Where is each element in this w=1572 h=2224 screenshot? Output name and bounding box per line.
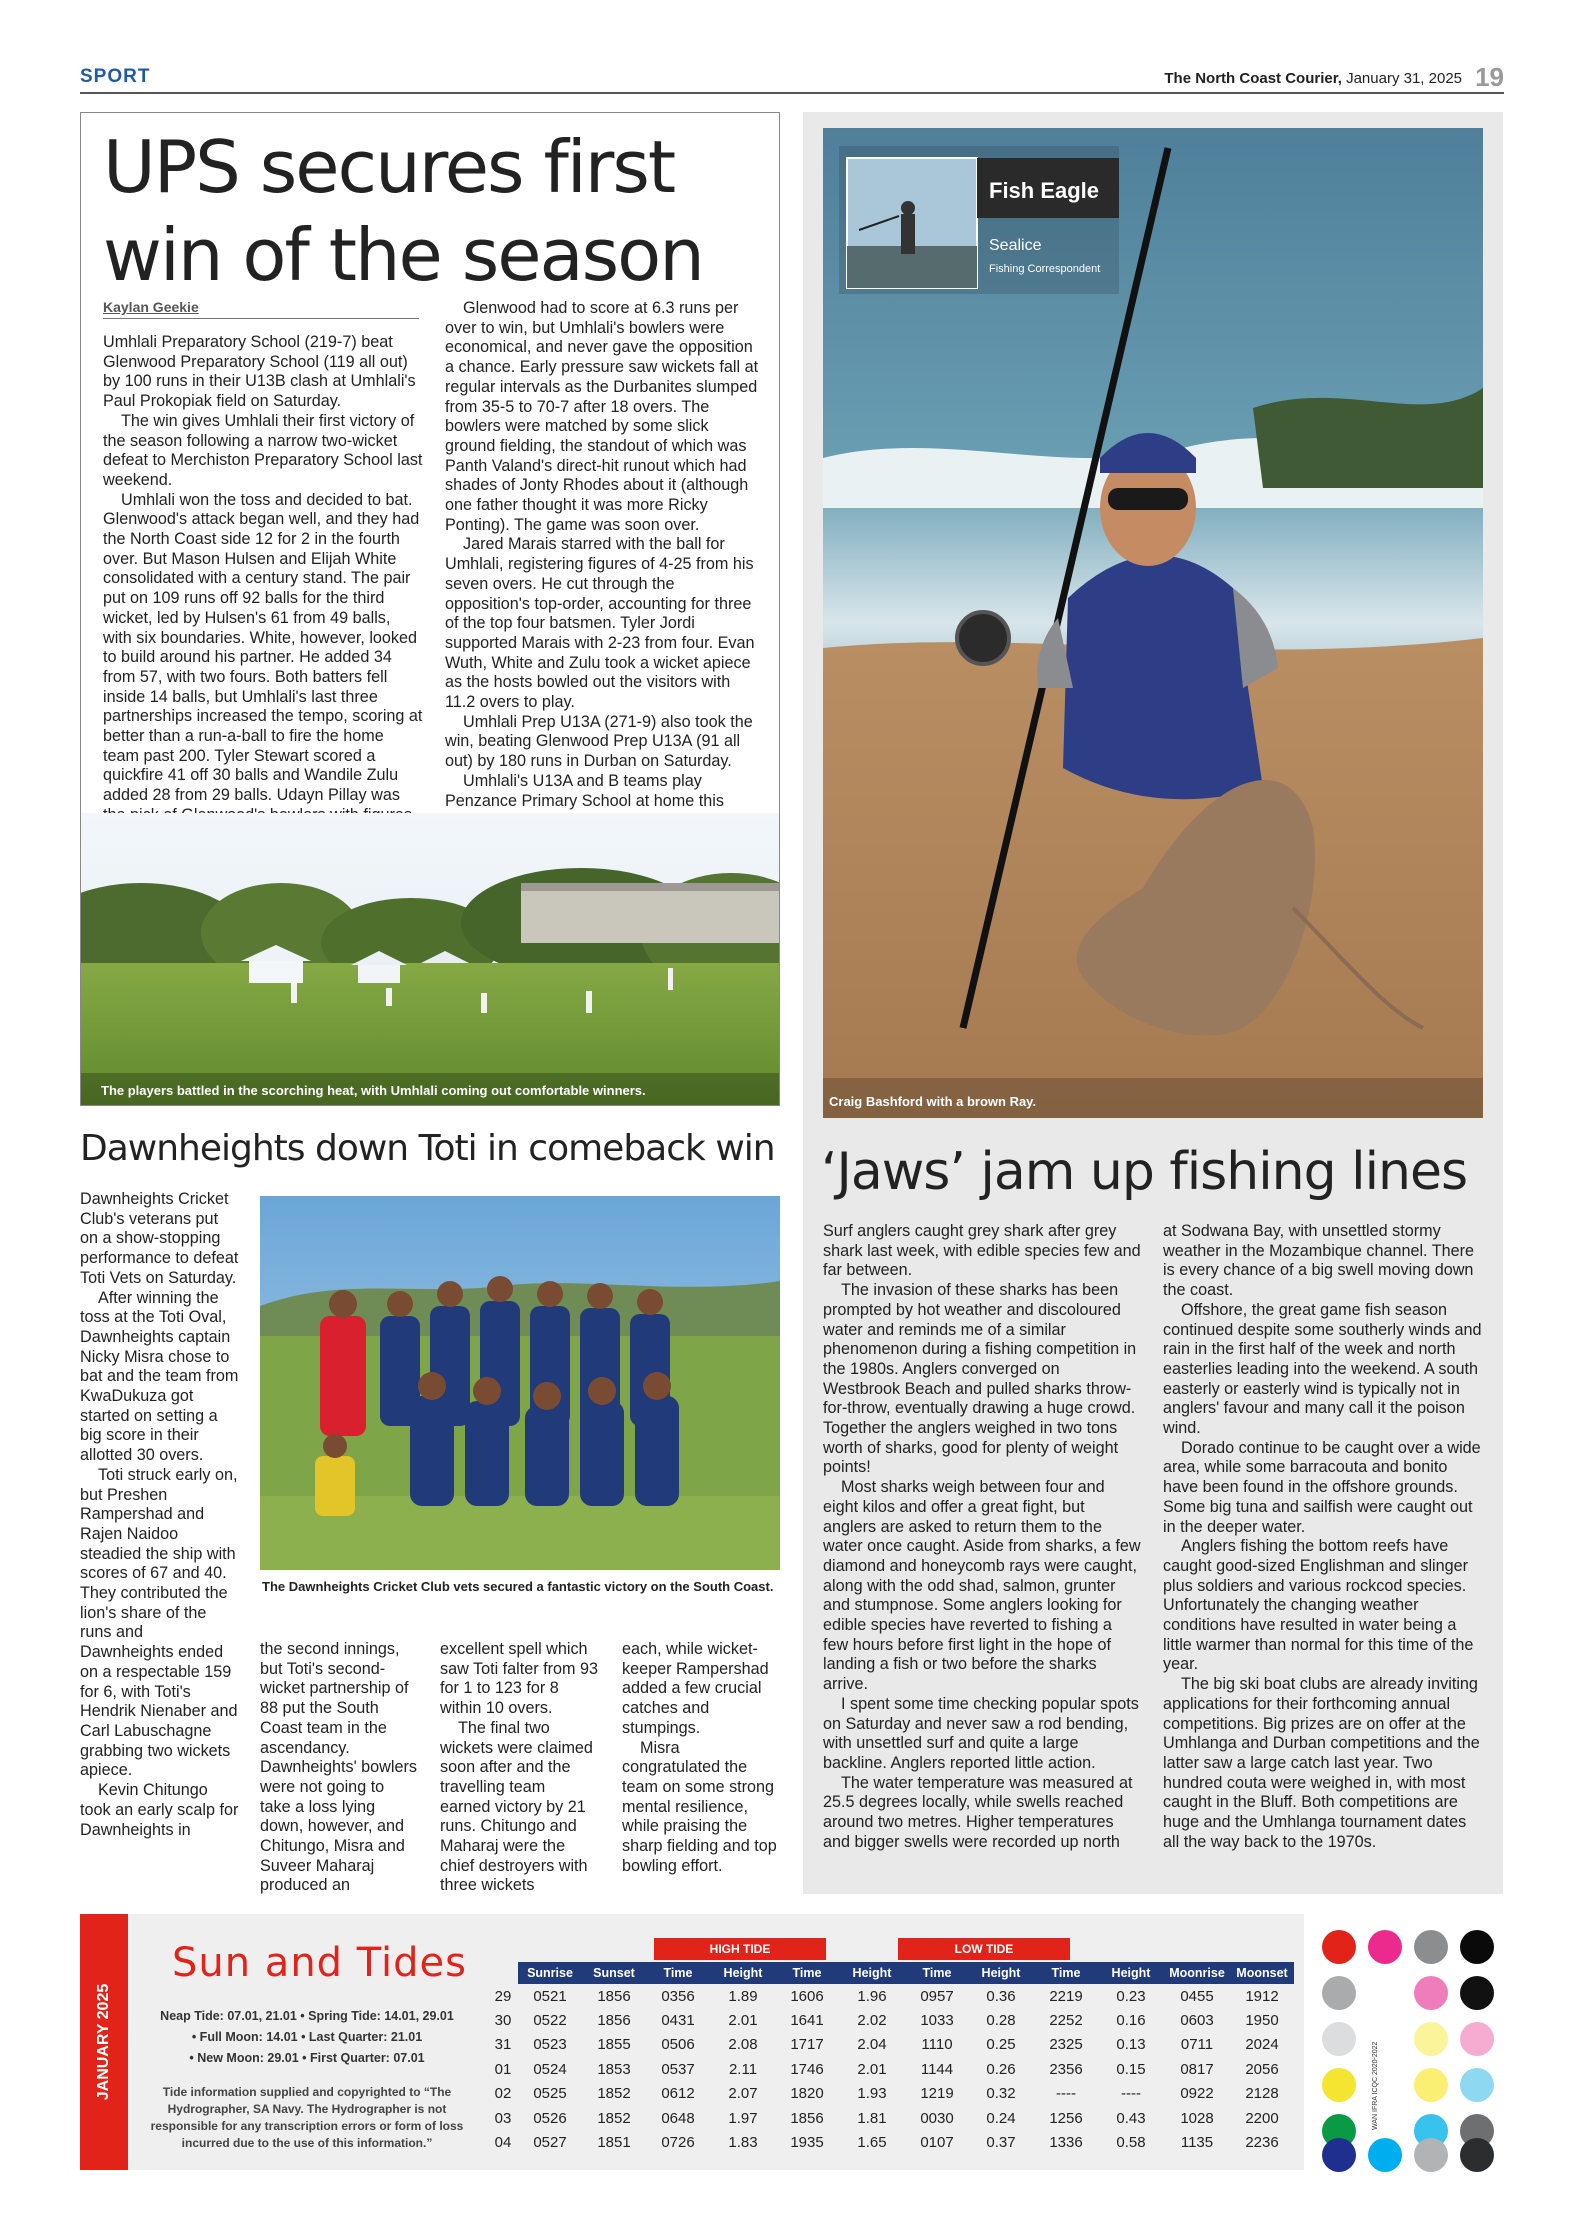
column-header: Height bbox=[968, 1962, 1034, 1984]
swatch bbox=[1322, 2068, 1356, 2102]
tide-cell: 0.15 bbox=[1116, 2060, 1146, 2078]
tide-cell: 1.96 bbox=[857, 1987, 887, 2005]
paragraph: After winning the toss at the Toti Oval, Dawnheights captain Nicky Misra chose to bat and the team from KwaDukuza got started on setting a big score in their allotted 30 overs. bbox=[80, 1288, 239, 1465]
swatch bbox=[1460, 2068, 1494, 2102]
tide-cell: 0526 bbox=[533, 2109, 567, 2127]
tide-cell: 0.43 bbox=[1116, 2109, 1146, 2127]
tide-cell: 0726 bbox=[661, 2134, 695, 2152]
tide-cell: 0030 bbox=[920, 2109, 954, 2127]
tide-row bbox=[488, 2008, 1294, 2032]
tide-cell: 2325 bbox=[1049, 2036, 1083, 2054]
tides-phases bbox=[142, 2006, 472, 2069]
columnist-panel bbox=[839, 146, 1119, 294]
page-number: 19 bbox=[1475, 62, 1504, 92]
tides-title: Sun and Tides bbox=[172, 1940, 467, 1986]
tide-cell: 2.02 bbox=[857, 2012, 887, 2030]
tide-cell: 0648 bbox=[661, 2109, 695, 2127]
paragraph: the second innings, but Toti's second-wicket partnership of 88 put the South Coast team in the ascendancy. Dawnheights' bowlers were not going to take a loss lying down, however, and Chitungo, Misra and Suveer Maharaj produced an bbox=[260, 1640, 417, 1895]
tide-cell: 1950 bbox=[1245, 2012, 1279, 2030]
tide-cell: 1336 bbox=[1049, 2134, 1083, 2152]
tide-cell: 1855 bbox=[597, 2036, 631, 2054]
byline: Kaylan Geekie bbox=[103, 299, 199, 315]
paragraph: Dawnheights Cricket Club's veterans put on a show-stopping performance to defeat Toti Vets on Saturday. bbox=[80, 1190, 239, 1287]
angler-photo-caption: Craig Bashford with a brown Ray. bbox=[829, 1094, 1037, 1109]
tide-cell: 02 bbox=[494, 2085, 512, 2103]
column-header: Time bbox=[906, 1962, 968, 1984]
tide-cell: 0.24 bbox=[986, 2109, 1016, 2127]
high-tide-label: HIGH TIDE bbox=[654, 1938, 826, 1960]
tide-cell: 0.26 bbox=[986, 2060, 1016, 2078]
byline-rule bbox=[103, 318, 419, 319]
tide-cell: 1.65 bbox=[857, 2134, 887, 2152]
paragraph: Umhlali won the toss and decided to bat. Glenwood's attack began well, and they had the North Coast side 12 for 2 in the fourth over. But Mason Hulsen and Elijah White consolidated with a century stand. The pair put on 109 runs off 92 balls for the third wicket, led by Hulsen's 61 from 49 balls, with six boundaries. White, however, looked to build around his partner. He added 34 from 57, with two fours. Both batters fell inside 14 balls, but Umhlali's last three partnerships increased the tempo, scoring at better than a run-a-ball to fire the home team past 200. Tyler Stewart scored a quickfire 41 off 30 balls and Wandile Zulu added 28 from 29 balls. Udayn Pillay was bbox=[103, 490, 423, 805]
tide-cell: 0525 bbox=[533, 2085, 567, 2103]
tide-row bbox=[488, 2106, 1294, 2130]
tide-cell: 2128 bbox=[1245, 2085, 1279, 2103]
paragraph: The invasion of these sharks has been prompted by hot weather and discoloured water and reminds me of a similar phenomenon during a fishing competition in the 1980s. Anglers converged on Westbrook Beach and pulled sharks throw-for-throw, eventually drawing a huge crowd. Together the anglers weighed in two tons worth of sharks, good for plenty of weight points! bbox=[823, 1281, 1137, 1477]
headline-jaws: ‘Jaws’ jam up fishing lines bbox=[821, 1142, 1468, 1202]
tide-cell: 31 bbox=[494, 2036, 512, 2054]
tides-phase-line: Neap Tide: 07.01, 21.01 • Spring Tide: 14.01, 29.01 bbox=[160, 2009, 454, 2023]
tide-cell: 0603 bbox=[1180, 2012, 1214, 2030]
tide-row bbox=[488, 2057, 1294, 2081]
dawnheights-column-2 bbox=[260, 1640, 418, 1896]
paragraph: excellent spell which saw Toti falter from 93 for 1 to 123 for 8 within 10 overs. bbox=[440, 1640, 599, 1718]
tide-cell: 1746 bbox=[790, 2060, 824, 2078]
swatch bbox=[1414, 2068, 1448, 2102]
section-label: SPORT bbox=[80, 66, 151, 87]
column-header: Height bbox=[838, 1962, 906, 1984]
tide-cell: 03 bbox=[494, 2109, 512, 2127]
tide-cell: 2024 bbox=[1245, 2036, 1279, 2054]
paragraph: The big ski boat clubs are already inviting applications for their forthcoming annual competitions. Big prizes are on offer at the Umhlanga and Durban competitions and the latter saw a large catch last year. Two hundred couta were weighed in, with most caught in the Bluff. Both competitions are huge and the Umhlanga tournament dates all the way back to the 1970s. bbox=[1163, 1675, 1480, 1851]
columnist-box bbox=[839, 146, 1119, 294]
column-header: Time bbox=[646, 1962, 710, 1984]
tide-cell: 2.01 bbox=[728, 2012, 758, 2030]
dawnheights-column-3 bbox=[440, 1640, 600, 1896]
paragraph: The water temperature was measured at 25.5 degrees locally, while swells reached around two metres. Higher temperatures and bigger swells were recorded up north bbox=[823, 1773, 1133, 1851]
jaws-column-2 bbox=[1163, 1222, 1483, 1853]
dawnheights-column-1 bbox=[80, 1190, 240, 1840]
swatch bbox=[1460, 2022, 1494, 2056]
swatch bbox=[1414, 1976, 1448, 2010]
print-colour-swatches bbox=[1322, 1930, 1502, 2160]
tide-cell: 0455 bbox=[1180, 1987, 1214, 2005]
paragraph: Surf anglers caught grey shark after grey shark last week, with edible species few and far between. bbox=[823, 1222, 1141, 1280]
tide-cell: 0817 bbox=[1180, 2060, 1214, 2078]
tide-cell: 1820 bbox=[790, 2085, 824, 2103]
tide-cell: 2.04 bbox=[857, 2036, 887, 2054]
tide-cell: 1851 bbox=[597, 2134, 631, 2152]
tides-header-row bbox=[488, 1962, 1294, 1984]
tide-cell: 1219 bbox=[920, 2085, 954, 2103]
swatch bbox=[1368, 2138, 1402, 2172]
tide-cell: 1853 bbox=[597, 2060, 631, 2078]
cricket-field-illustration bbox=[81, 813, 780, 1106]
paragraph: Umhlali's U13A and B teams play Penzance Primary School at home this bbox=[445, 771, 724, 810]
team-photo-illustration bbox=[260, 1196, 780, 1570]
paragraph: Jared Marais starred with the ball for Umhlali, registering figures of 4-25 from his seven overs. He cut through the opposition's top-order, accounting for three of the top four batsmen. Tyler Jordi supported Marais with 2-23 from four. Evan Wuth, White and Zulu took a wicket apiece as the hosts bowled out the visitors with 11.2 overs to play. bbox=[445, 535, 755, 712]
paragraph: Dorado continue to be caught over a wide area, while some barracouta and bonito have been found in the offshore grounds. Some big tuna and sailfish were caught out in the deeper water. bbox=[1163, 1438, 1481, 1536]
tide-cell: 1856 bbox=[790, 2109, 824, 2127]
tide-cell: 2356 bbox=[1049, 2060, 1083, 2078]
paragraph: at Sodwana Bay, with unsettled stormy weather in the Mozambique channel. There is every chance of a big swell moving down the coast. bbox=[1163, 1222, 1475, 1300]
column-header: Height bbox=[1098, 1962, 1164, 1984]
sun-and-tides-panel bbox=[80, 1914, 1304, 2170]
tides-month-strip bbox=[80, 1914, 128, 2170]
tide-cell: 1033 bbox=[920, 2012, 954, 2030]
swatch-bottom-row bbox=[1322, 2138, 1502, 2178]
tide-cell: 0107 bbox=[920, 2134, 954, 2152]
tide-cell: 2.11 bbox=[728, 2060, 758, 2078]
swatch bbox=[1414, 1930, 1448, 1964]
tide-row bbox=[488, 2033, 1294, 2057]
columnist-role: Fishing Correspondent bbox=[989, 263, 1101, 275]
swatch bbox=[1322, 2138, 1356, 2172]
low-tide-label: LOW TIDE bbox=[898, 1938, 1070, 1960]
issue-date: January 31, 2025 bbox=[1346, 70, 1462, 87]
paragraph: Anglers fishing the bottom reefs have caught good-sized Englishman and slinger plus soldiers and various rockcod species. Unfortunately the changing weather conditions have resulted in water being a little warmer than normal for this time of the year. bbox=[1163, 1537, 1474, 1674]
tide-cell: 1028 bbox=[1180, 2109, 1214, 2127]
tide-cell: 0.25 bbox=[986, 2036, 1016, 2054]
column-header: Moonrise bbox=[1164, 1962, 1230, 1984]
swatch bbox=[1322, 1976, 1356, 2010]
tide-cell: 2219 bbox=[1049, 1987, 1083, 2005]
swatch bbox=[1460, 1976, 1494, 2010]
tide-cell: 1110 bbox=[921, 2036, 953, 2054]
tide-cell: ---- bbox=[1056, 2085, 1076, 2103]
tide-cell: 2200 bbox=[1245, 2109, 1279, 2127]
paragraph: Kevin Chitungo took an early scalp for Dawnheights in bbox=[80, 1781, 239, 1839]
paragraph: Toti struck early on, but Preshen Rampershad and Rajen Naidoo steadied the ship with scores of 67 and 40. They contributed the lion's share of the runs and Dawnheights ended on a respectable 159 for 6, with Toti's Hendrik Nienaber and Carl Labuschagne grabbing two wickets apiece. bbox=[80, 1465, 238, 1780]
tide-cell: 2.07 bbox=[728, 2085, 758, 2103]
tide-cell: 1135 bbox=[1180, 2134, 1214, 2152]
tide-cell: 30 bbox=[494, 2012, 512, 2030]
jaws-column-1 bbox=[823, 1222, 1141, 1853]
column-header: Height bbox=[710, 1962, 776, 1984]
tide-cell: 0.32 bbox=[986, 2085, 1016, 2103]
tide-cell: 0431 bbox=[661, 2012, 695, 2030]
tide-cell: 1856 bbox=[597, 2012, 631, 2030]
paragraph: Most sharks weigh between four and eight kilos and offer a great fight, but anglers are asked to return them to the water once caught. Aside from sharks, a few diamond and honeycomb rays were caught, along with the odd shad, salmon, grunter and stumpnose. Some anglers looking for edible species have reverted to fishing a few hours before first light in the hope of landing a fish or two before the sharks arrive. bbox=[823, 1478, 1141, 1694]
tide-cell: 0521 bbox=[533, 1987, 567, 2005]
tide-cell: 0.13 bbox=[1116, 2036, 1146, 2054]
paragraph: Umhlali Prep U13A (271-9) also took the win, beating Glenwood Prep U13A (91 all out) by 180 runs in Durban on Saturday. bbox=[445, 712, 753, 771]
dawnheights-column-4 bbox=[622, 1640, 782, 1876]
tide-cell: 1852 bbox=[597, 2085, 631, 2103]
tide-cell: 1.93 bbox=[857, 2085, 887, 2103]
story-fishing bbox=[803, 112, 1503, 1894]
tide-cell: 0527 bbox=[533, 2134, 567, 2152]
tide-row bbox=[488, 2130, 1294, 2154]
column-header: Moonset bbox=[1230, 1962, 1294, 1984]
story-ups-cricket bbox=[80, 112, 780, 1106]
column-name: Fish Eagle bbox=[989, 178, 1100, 203]
tide-cell: 2236 bbox=[1245, 2134, 1279, 2152]
ups-column-1 bbox=[103, 333, 423, 845]
ups-photo-caption: The players battled in the scorching heat, with Umhlali coming out comfortable winners. bbox=[101, 1083, 646, 1098]
tide-cell: 0.23 bbox=[1116, 1987, 1146, 2005]
tide-cell: 0356 bbox=[661, 1987, 695, 2005]
tide-cell: 0.58 bbox=[1116, 2134, 1146, 2152]
swatch bbox=[1414, 2022, 1448, 2056]
tide-cell: 1935 bbox=[790, 2134, 824, 2152]
paragraph: Misra congratulated the team on some strong mental resilience, while praising the sharp fielding and top bowling effort. bbox=[622, 1738, 777, 1875]
paragraph: Glenwood had to score at 6.3 runs per over to win, but Umhlali's bowlers were economical, and never gave the opposition a chance. Early pressure saw wickets fall at regular intervals as the Durbanites slumped from 35-5 to 70-7 after 18 overs. The bowlers were matched by some slick ground fielding, the standout of which was Panth Valand's direct-hit runout which had shades of Jonty Rhodes about it (although one father thought it was more Ricky Ponting). The game was soon over. bbox=[445, 299, 759, 534]
tide-cell: 2056 bbox=[1245, 2060, 1279, 2078]
tide-cell: 0506 bbox=[661, 2036, 695, 2054]
column-header: Time bbox=[1034, 1962, 1098, 1984]
tide-cell: 0.37 bbox=[986, 2134, 1016, 2152]
team-photo-caption: The Dawnheights Cricket Club vets secured a fantastic victory on the South Coast. bbox=[262, 1579, 774, 1594]
tide-cell: 2.01 bbox=[857, 2060, 887, 2078]
tide-cell: 0711 bbox=[1180, 2036, 1214, 2054]
tide-cell: 0922 bbox=[1180, 2085, 1214, 2103]
tide-cell: 0.16 bbox=[1116, 2012, 1146, 2030]
tide-row bbox=[488, 2082, 1294, 2106]
tides-phase-line: • Full Moon: 14.01 • Last Quarter: 21.01 bbox=[191, 2030, 423, 2044]
tide-row bbox=[488, 1984, 1294, 2008]
swatch bbox=[1368, 1930, 1402, 1964]
columnist-name: Sealice bbox=[989, 237, 1042, 254]
column-header bbox=[488, 1962, 518, 1984]
tides-phase-line: • New Moon: 29.01 • First Quarter: 07.01 bbox=[189, 2051, 425, 2065]
headline-dawnheights: Dawnheights down Toti in comeback win bbox=[80, 1128, 775, 1169]
tide-cell: 1912 bbox=[1245, 1987, 1279, 2005]
swatch bbox=[1460, 2138, 1494, 2172]
paragraph: I spent some time checking popular spots on Saturday and never saw a rod bending, with unsettled surf and quite a large backline. Anglers reported little action. bbox=[823, 1694, 1139, 1772]
swatch bbox=[1414, 2138, 1448, 2172]
tide-cell: 0524 bbox=[533, 2060, 567, 2078]
column-header: Time bbox=[776, 1962, 838, 1984]
tide-cell: 0.36 bbox=[986, 1987, 1016, 2005]
tide-cell: 0537 bbox=[661, 2060, 695, 2078]
tide-cell: 1852 bbox=[597, 2109, 631, 2127]
paragraph: Offshore, the great game fish season continued despite some southerly winds and rain in the first half of the week and north easterlies leading into the weekend. A south easterly or easterly wind is typically not in anglers' favour and many call it the poison wind. bbox=[1163, 1300, 1482, 1438]
tide-cell: ---- bbox=[1121, 2085, 1141, 2103]
tide-cell: 0522 bbox=[533, 2012, 567, 2030]
tide-cell: 0612 bbox=[661, 2085, 695, 2103]
column-header: Sunset bbox=[582, 1962, 646, 1984]
swatch bbox=[1322, 2022, 1356, 2056]
swatch bbox=[1322, 1930, 1356, 1964]
tide-cell: 1.81 bbox=[857, 2109, 887, 2127]
paragraph: Umhlali Preparatory School (219-7) beat Glenwood Preparatory School (119 all out) by 100 runs in their U13B clash at Umhlali's Paul Prokopiak field on Saturday. bbox=[103, 333, 416, 411]
headline-ups: UPS secures first win of the season bbox=[103, 125, 703, 297]
cricket-field-photo bbox=[81, 813, 780, 1106]
tide-cell: 1.97 bbox=[728, 2109, 758, 2127]
ups-column-2 bbox=[445, 299, 763, 831]
tide-cell: 0523 bbox=[533, 2036, 567, 2054]
wan-ifra-badge: WAN IFRA ICQC 2020-2022 bbox=[1372, 2041, 1379, 2131]
tide-cell: 2252 bbox=[1049, 2012, 1083, 2030]
tide-cell: 29 bbox=[494, 1987, 512, 2005]
team-photo bbox=[260, 1196, 780, 1570]
tide-cell: 1144 bbox=[920, 2060, 954, 2078]
tide-cell: 0.28 bbox=[986, 2012, 1016, 2030]
column-header: Sunrise bbox=[518, 1962, 582, 1984]
tide-cell: 1856 bbox=[597, 1987, 631, 2005]
tide-cell: 1717 bbox=[790, 2036, 824, 2054]
paragraph: The win gives Umhlali their first victory of the season following a narrow two-wicket defeat to Merchiston Preparatory School last weekend. bbox=[103, 411, 423, 489]
header-rule bbox=[80, 92, 1504, 94]
tide-cell: 1.83 bbox=[728, 2134, 758, 2152]
paper-name: The North Coast Courier, bbox=[1164, 70, 1342, 87]
tide-cell: 04 bbox=[494, 2134, 512, 2152]
tides-table-body bbox=[488, 1984, 1294, 2155]
tides-table bbox=[488, 1962, 1294, 2155]
paragraph: The final two wickets were claimed soon after and the travelling team earned victory by 21 runs. Chitungo and Maharaj were the chief destroyers with three wickets bbox=[440, 1718, 593, 1895]
paragraph: each, while wicket-keeper Rampershad added a few crucial catches and stumpings. bbox=[622, 1640, 769, 1737]
tide-cell: 2.08 bbox=[728, 2036, 758, 2054]
tide-cell: 1256 bbox=[1049, 2109, 1083, 2127]
swatch bbox=[1460, 1930, 1494, 1964]
tide-cell: 1641 bbox=[790, 2012, 824, 2030]
tides-month-label: JANUARY 2025 bbox=[95, 1983, 112, 2101]
tide-cell: 01 bbox=[494, 2060, 512, 2078]
masthead-credit bbox=[1164, 70, 1462, 87]
tide-cell: 0957 bbox=[920, 1987, 954, 2005]
tide-cell: 1606 bbox=[790, 1987, 824, 2005]
tides-disclaimer: Tide information supplied and copyrighted to “The Hydrographer, SA Navy. The Hydrographer is not responsible for any transcription errors or form of loss incurred due to the use of this information.” bbox=[150, 2085, 464, 2150]
angler-photo bbox=[823, 128, 1483, 1118]
tide-cell: 1.89 bbox=[728, 1987, 758, 2005]
